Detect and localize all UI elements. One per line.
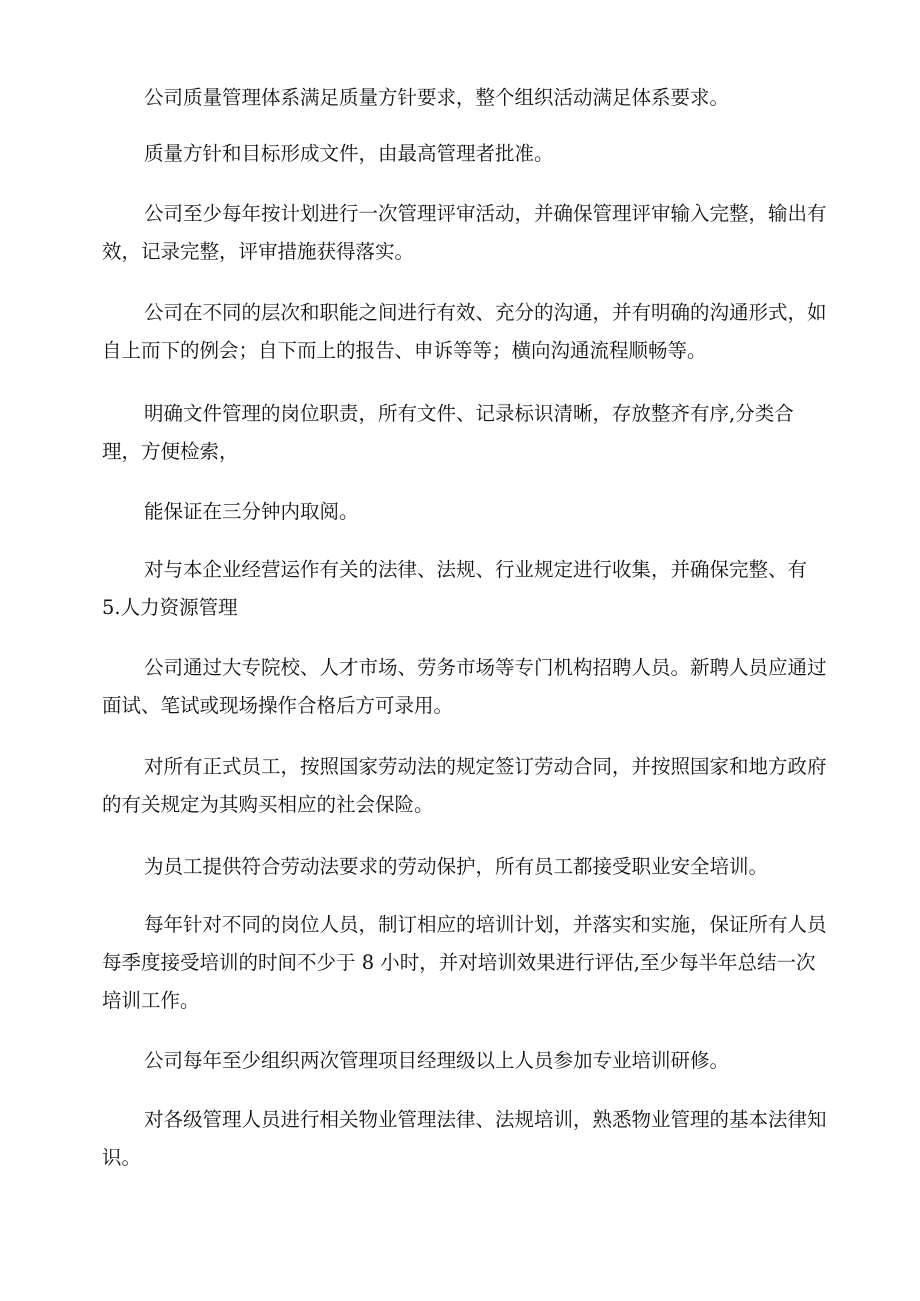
paragraph-4: 公司在不同的层次和职能之间进行有效、充分的沟通，并有明确的沟通形式，如自上而下的例会；自下而上的报告、申诉等等；横向沟通流程顺畅等。 (102, 301, 827, 362)
paragraph-13: 对各级管理人员进行相关物业管理法律、法规培训，熟悉物业管理的基本法律知识。 (102, 1108, 827, 1169)
paragraph-11: 每年针对不同的岗位人员，制订相应的培训计划，并落实和实施，保证所有人员每季度接受培训的时间不少于 8 小时，并对培训效果进行评估,至少每半年总结一次培训工作。 (102, 913, 827, 1012)
paragraph-3: 公司至少每年按计划进行一次管理评审活动，并确保管理评审输入完整，输出有效，记录完整，评审措施获得落实。 (102, 202, 827, 263)
paragraph-6: 能保证在三分钟内取阅。 (144, 500, 359, 523)
paragraph-7: 对与本企业经营运作有关的法律、法规、行业规定进行收集，并确保完整、有 5.人力资源管理 (102, 558, 814, 619)
paragraph-2: 质量方针和目标形成文件，由最高管理者批准。 (144, 142, 554, 165)
paragraph-12: 公司每年至少组织两次管理项目经理级以上人员参加专业培训研修。 (144, 1049, 730, 1072)
paragraph-9: 对所有正式员工，按照国家劳动法的规定签订劳动合同，并按照国家和地方政府的有关规定为其购买相应的社会保险。 (102, 755, 827, 816)
paragraph-10: 为员工提供符合劳动法要求的劳动保护，所有员工都接受职业安全培训。 (144, 855, 769, 878)
paragraph-8: 公司通过大专院校、人才市场、劳务市场等专门机构招聘人员。新聘人员应通过面试、笔试或现场操作合格后方可录用。 (102, 656, 827, 717)
paragraph-1: 公司质量管理体系满足质量方针要求，整个组织活动满足体系要求。 (144, 86, 730, 109)
paragraph-5: 明确文件管理的岗位职责，所有文件、记录标识清晰，存放整齐有序,分类合理，方便检索， (102, 402, 794, 463)
